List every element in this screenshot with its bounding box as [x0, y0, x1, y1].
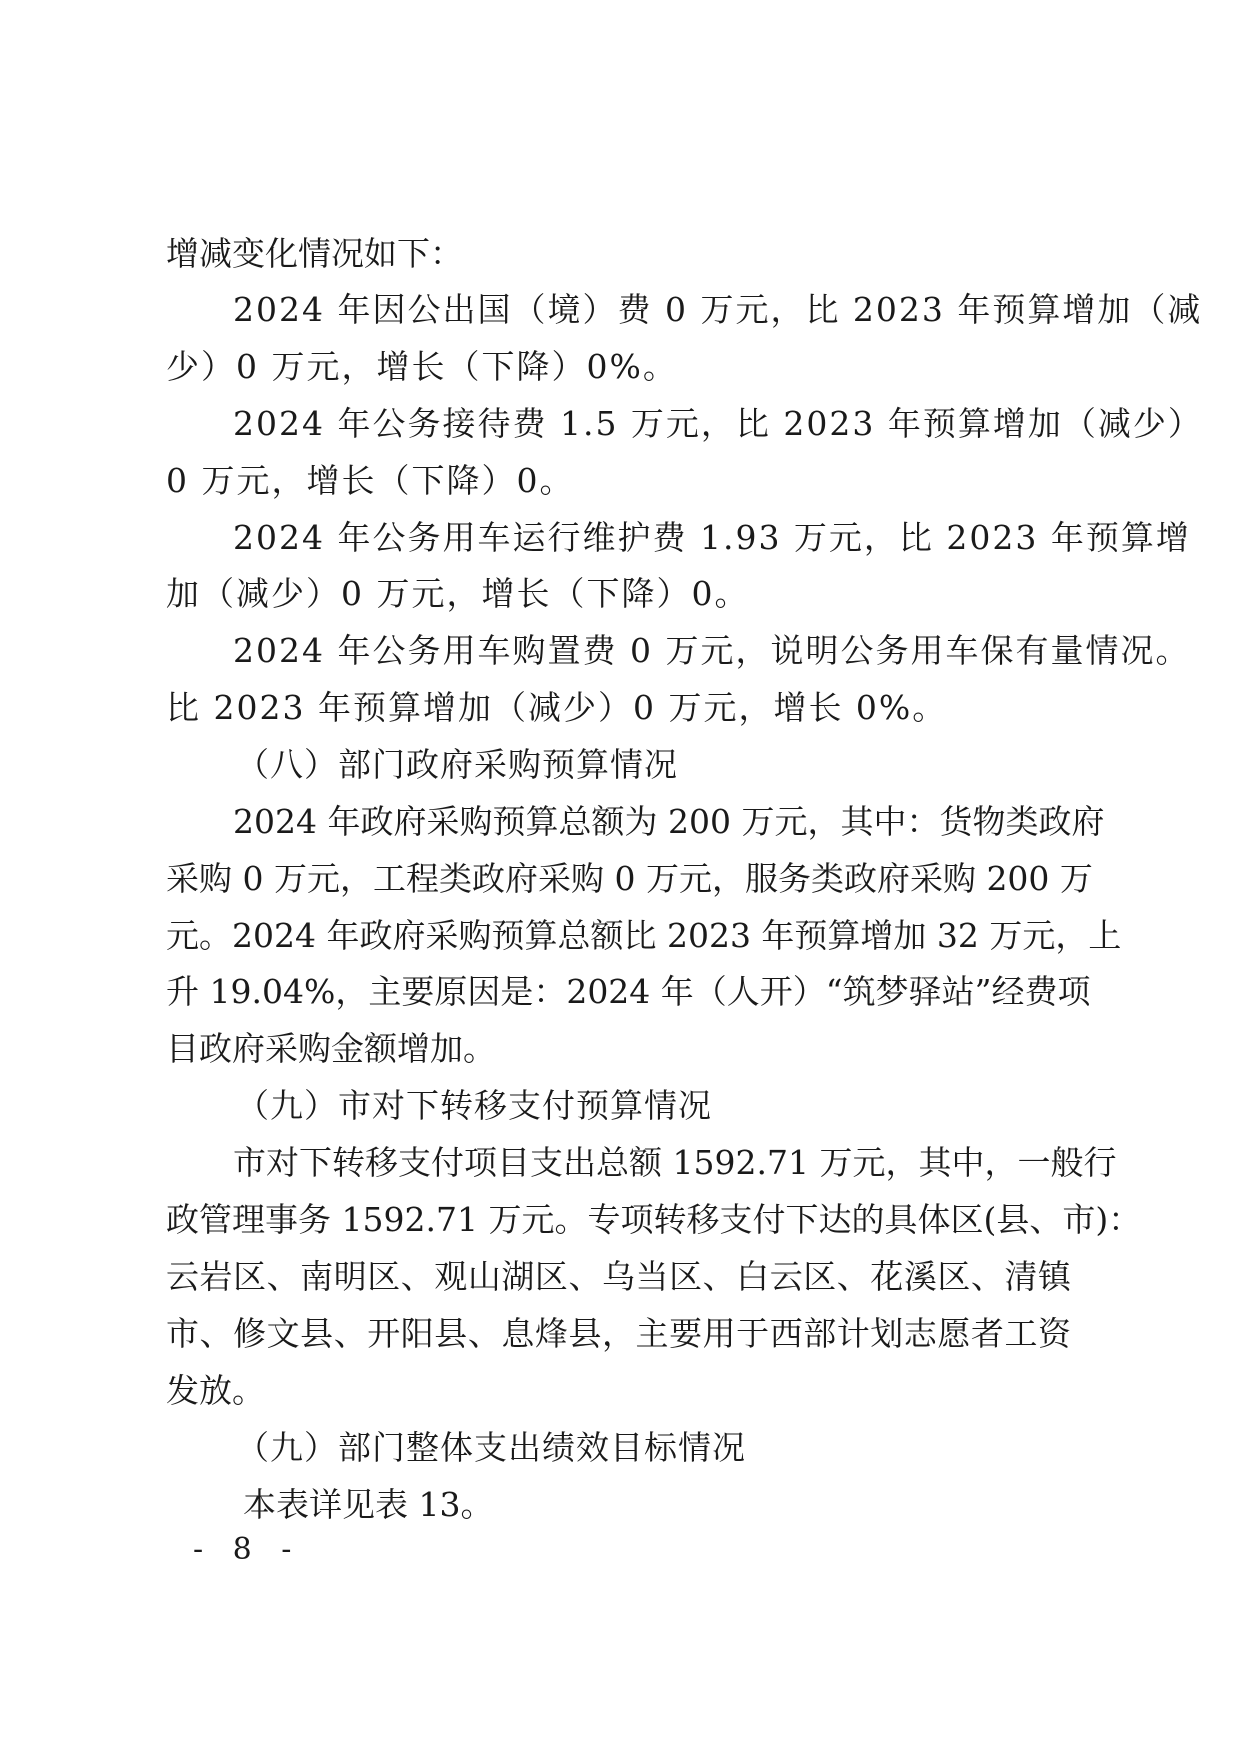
section-heading-procurement: （八）部门政府采购预算情况 — [236, 745, 678, 784]
text-line-intro: 增减变化情况如下： — [166, 234, 463, 273]
text-line-vehicle-purchase-1: 2024 年公务用车购置费 0 万元，说明公务用车保有量情况。 — [233, 631, 1191, 670]
text-line-overseas-2: 少）0 万元，增长（下降）0%。 — [166, 347, 678, 386]
text-line-transfer-2: 政管理事务 1592.71 万元。专项转移支付下达的具体区(县、市)： — [166, 1200, 1142, 1239]
text-line-transfer-5: 发放。 — [166, 1371, 265, 1410]
text-line-procurement-3: 元。2024 年政府采购预算总额比 2023 年预算增加 32 万元，上 — [166, 916, 1122, 955]
section-heading-performance: （九）部门整体支出绩效目标情况 — [236, 1428, 746, 1467]
section-heading-transfer: （九）市对下转移支付预算情况 — [236, 1086, 712, 1125]
text-line-reception-1: 2024 年公务接待费 1.5 万元，比 2023 年预算增加（减少） — [233, 404, 1203, 443]
text-line-reception-2: 0 万元，增长（下降）0。 — [166, 461, 575, 500]
text-line-procurement-4: 升 19.04%，主要原因是：2024 年（人开）“筑梦驿站”经费项 — [166, 972, 1091, 1011]
text-line-overseas-1: 2024 年因公出国（境）费 0 万元，比 2023 年预算增加（减 — [233, 290, 1203, 329]
text-line-vehicle-purchase-2: 比 2023 年预算增加（减少）0 万元，增长 0%。 — [166, 688, 948, 727]
text-line-transfer-4: 市、修文县、开阳县、息烽县，主要用于西部计划志愿者工资 — [166, 1314, 1071, 1353]
text-line-transfer-1: 市对下转移支付项目支出总额 1592.71 万元，其中，一般行 — [233, 1143, 1117, 1182]
text-line-vehicle-maint-2: 加（减少）0 万元，增长（下降）0。 — [166, 574, 750, 613]
text-line-transfer-3: 云岩区、南明区、观山湖区、乌当区、白云区、花溪区、清镇 — [166, 1257, 1071, 1296]
text-line-vehicle-maint-1: 2024 年公务用车运行维护费 1.93 万元，比 2023 年预算增 — [233, 518, 1191, 557]
page-number: - 8 - — [193, 1532, 302, 1567]
text-line-procurement-1: 2024 年政府采购预算总额为 200 万元，其中：货物类政府 — [233, 802, 1105, 841]
text-line-performance: 本表详见表 13。 — [243, 1485, 494, 1524]
text-line-procurement-2: 采购 0 万元，工程类政府采购 0 万元，服务类政府采购 200 万 — [166, 859, 1093, 898]
text-line-procurement-5: 目政府采购金额增加。 — [166, 1029, 496, 1068]
